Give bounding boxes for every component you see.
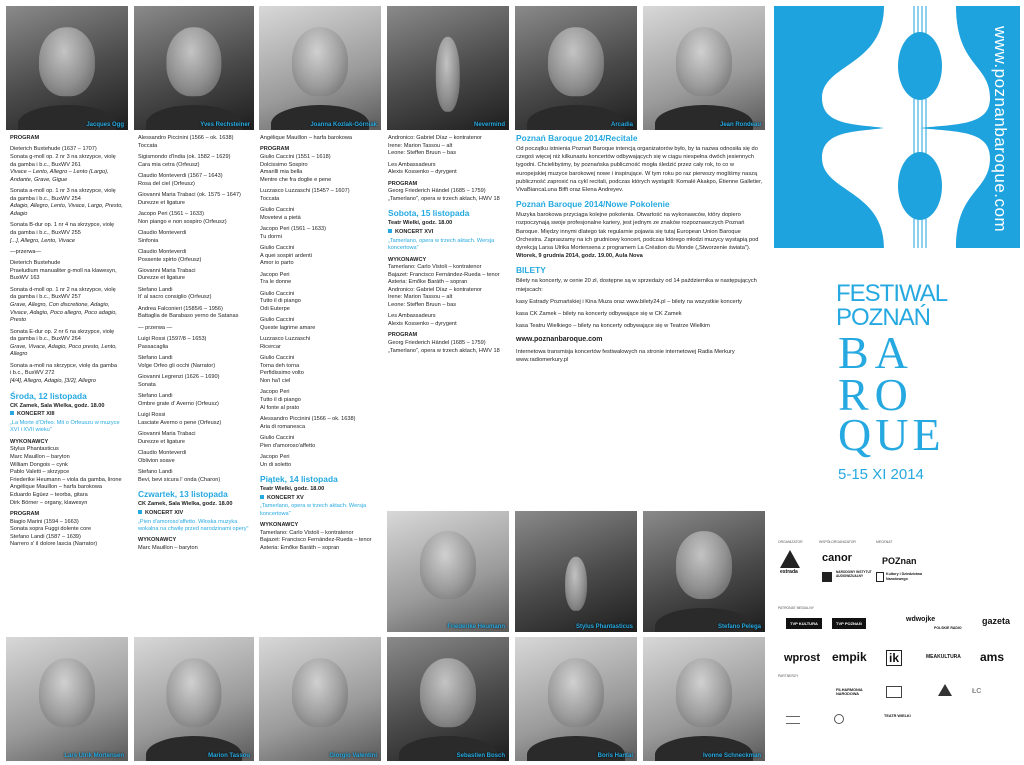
nina-logo: NARODOWY INSTYTUT AUDIOWIZUALNY bbox=[836, 570, 872, 578]
venue: CK Zamek, Sala Wielka, godz. 18.00 bbox=[138, 501, 233, 508]
performers-list: Andronico: Gabriel Díaz – kontratenor Irene: Marion Tassou – alt Leone: Steffen Bruun – bas bbox=[388, 135, 482, 157]
photo-stefano-pelega bbox=[643, 511, 765, 632]
program-entry: Jacopo Peri Tutto il di piango Al fonte al prato bbox=[260, 389, 301, 411]
photo-ivonne-schneckman bbox=[643, 637, 765, 761]
program-entry: Stefano Landi It' al sacro consiglio (Orfeusz) bbox=[138, 286, 212, 301]
photo-giorgio-valentini bbox=[259, 637, 381, 761]
nina-square-icon bbox=[822, 572, 832, 582]
website-link[interactable]: www.poznanbaroque.com bbox=[516, 335, 603, 343]
performers-label: WYKONAWCY bbox=[10, 438, 49, 445]
ik-logo: ik bbox=[886, 650, 902, 666]
baroque-eight-logo-icon bbox=[774, 6, 1020, 248]
festival-logo-panel bbox=[774, 6, 1020, 248]
program-column-1 bbox=[10, 135, 128, 553]
tvp-kultura-logo: TVP KULTURA bbox=[786, 618, 822, 629]
ams-logo: ams bbox=[980, 650, 1005, 664]
patron-label: MECENAT bbox=[876, 540, 893, 544]
program-entry: Giulio Caccini Tutto il di piango Odi Euterpe bbox=[260, 290, 301, 312]
program-entry: Luzzasco Luzzaschi (1545? – 1607) Toccata bbox=[260, 188, 350, 202]
performers-list: Tamerlano: Carlo Vistoli – kontratenor Bajazet: Francisco Fernández-Rueda – tenor Asteria: Emőke Baráth – sopran Andronico: Gabriel Díaz – kontratenor Irene: Marion Tassou – alt Leone: Steffen Bruun – bas bbox=[388, 264, 500, 309]
program-label: PROGRAM bbox=[260, 146, 290, 153]
tickets-outlet: kasy Estrady Poznańskiej i Kina Muza oraz www.bilety24.pl – bilety na wszystkie koncerty bbox=[516, 298, 743, 305]
kultura-logo: Kultury i Dziedzictwa Narodowego bbox=[886, 572, 922, 581]
photo-caption: Arcadia bbox=[610, 122, 633, 128]
program-label: PROGRAM bbox=[10, 510, 40, 517]
program-entry: Sonata E-dur op. 2 nr 6 na skrzypce, violę da gamba i b.c., BuxWV 264 Grave, Vivace, Adagio, Poco presto, Lento, Allegro bbox=[10, 328, 117, 358]
concert-title: „Pien d'amoroso'affetto. Włoska muzyka wokalna na chwilę przed narodzinami opery" bbox=[138, 518, 249, 533]
ministry-eagle-icon bbox=[876, 572, 884, 582]
day-title: Sobota, 15 listopada bbox=[388, 208, 470, 219]
partner-crest-icon bbox=[886, 686, 902, 698]
tickets-text: Bilety na koncerty, w cenie 20 zł, dostępne są w sprzedaży od 14 października w następujących miejscach: bbox=[516, 278, 757, 293]
concert-title: „Tamerlano, opera w trzech aktach. Wersja koncertowa" bbox=[388, 237, 495, 252]
photo-caption: Giorgio Valentini bbox=[329, 753, 377, 759]
performers-label: WYKONAWCY bbox=[260, 522, 299, 529]
program-list: Georg Friederich Händel (1685 – 1759) „Tamerlano", opera w trzech aktach, HWV 18 bbox=[388, 340, 500, 354]
recitals-text: Od początku istnienia Poznań Baroque intencją organizatorów było, by ta nazwa odnosiła się do czegoś więcej niż kilkunastu koncertów odbywających się w ciągu niespełna dwóch jesiennych tygodni. Chcielibyśmy, by poznańska publiczność mogła śledzić przez cały rok, to co w europejskiej muzyce barokowej nowe i inspirujące. W tym roku po raz pierwszy mogliśmy naszą publiczność zaprosić na cykl recitali, podczas których wystąpili: Komalé Akakpo, Étienne Galletier, VivaBiancaLuna Biffi oraz Elena Andreyev. bbox=[516, 146, 763, 194]
program-entry: Claudio Monteverdi Sinfonia bbox=[138, 229, 187, 244]
canor-logo: canor bbox=[822, 552, 852, 564]
partners-label: PARTNERZY bbox=[778, 674, 799, 678]
concert-number: KONCERT XV bbox=[260, 495, 382, 503]
photo-caption: Stefano Pelega bbox=[717, 624, 761, 630]
tickets-outlet: kasa Teatru Wielkiego – bilety na koncerty odbywające się w Teatrze Wielkim bbox=[516, 322, 710, 329]
poznan-logo: POZnan bbox=[882, 556, 917, 566]
photo-jacques-ogg bbox=[6, 6, 128, 130]
photo-caption: Nevermind bbox=[473, 122, 505, 128]
concert-title: „La Morte d'Orfeo. Mit o Orfeuszu w muzyce XVI i XVII wieku" bbox=[10, 419, 120, 434]
program-entry: Sonata a-moll op. 1 nr 3 na skrzypce, violę da gamba i b.c., BuxWV 254 Adagio, Allegro, Lento, Vivace, Largo, Presto, Adagio bbox=[10, 188, 123, 217]
dwojka-logo: wdwojke bbox=[906, 616, 936, 623]
program-entry: Sigismondo d'India (ok. 1582 – 1629) Cara mia cetra (Orfeusz) bbox=[138, 153, 231, 168]
program-entry: Giulio Caccini Torna deh torna Perfidissimo volto Non ha'l ciel bbox=[260, 355, 304, 384]
gazeta-logo: gazeta bbox=[982, 616, 1011, 626]
program-entry: Sonata d-moll op. 1 nr 2 na skrzypce, violę da gamba i b.c., BuxWV 257 Grave, Allegro, Con discretione, Adagio, Vivace, Adagio, Poco allegro, Poco adagio, Presto bbox=[10, 286, 117, 324]
concert-number: KONCERT XIV bbox=[138, 510, 256, 518]
partner-mark-icon bbox=[834, 714, 844, 724]
program-entry: Giovanni Maria Trabaci (ok. 1575 – 1647) Durezze et ligature bbox=[138, 191, 241, 206]
baroque-ba: BA bbox=[838, 327, 914, 378]
concert-number: KONCERT XVI bbox=[388, 229, 513, 237]
philharmonic-logo: FILHARMONIA NARODOWA bbox=[836, 688, 863, 696]
poznan-word: POZNAŃ bbox=[836, 304, 931, 331]
vertical-website-label[interactable]: www.poznanbaroque.com bbox=[991, 26, 1010, 233]
program-entry: Claudio Monteverdi (1567 – 1643) Rosa del ciel (Orfeusz) bbox=[138, 172, 223, 187]
photo-yves-rechsteiner bbox=[134, 6, 254, 130]
day-title: Czwartek, 13 listopada bbox=[138, 489, 228, 500]
festival-title-block bbox=[774, 254, 1020, 514]
section-title-recitals: Poznań Baroque 2014/Recitale bbox=[516, 133, 638, 143]
program-entry: Jacopo Peri (1561 – 1633) Non piango e non sospiro (Orfeusz) bbox=[138, 210, 227, 225]
program-entry: Jacopo Peri Tra le donne bbox=[260, 271, 292, 286]
photo-caption: Yves Rechsteiner bbox=[200, 122, 250, 128]
program-entry: Giovanni Maria Trabaci Durezze et ligature bbox=[138, 267, 196, 282]
program-entry: Stefano Landi Volge Orfeo gli occhi (Narrator) bbox=[138, 355, 216, 369]
baroque-ro: RO bbox=[838, 369, 914, 420]
photo-stylus-phantasticus bbox=[515, 511, 637, 632]
photo-caption: Lars Ulrik Mortensen bbox=[64, 753, 124, 759]
program-list: Biagio Marini (1594 – 1663) Sonata sopra Fuggi dolente core Stefano Landi (1587 – 1639) Narrero s' il dolore lascia (Narrator) bbox=[10, 518, 98, 548]
wprost-logo: wprost bbox=[784, 652, 821, 664]
ensemble: Les Ambassadeurs Alexis Kossenko – dyrygent bbox=[388, 313, 457, 328]
venue: CK Zamek, Sala Wielka, godz. 18.00 bbox=[10, 402, 105, 409]
teatr-wielki-logo: TEATR WIELKI bbox=[884, 714, 911, 718]
photo-caption: Jean Rondeau bbox=[719, 122, 761, 128]
concert-number: KONCERT XIII bbox=[10, 411, 128, 419]
square-bullet-icon bbox=[138, 510, 142, 514]
tickets-outlet: kasa CK Zamek – bilety na koncerty odbywające się w CK Zamek bbox=[516, 310, 682, 317]
partner-logo-lc: ŁC bbox=[972, 688, 982, 695]
program-label: PROGRAM bbox=[388, 180, 418, 187]
program-column-2 bbox=[138, 135, 256, 556]
program-entry: Claudio Monteverdi Possente spirto (Orfeusz) bbox=[138, 248, 202, 263]
square-bullet-icon bbox=[388, 229, 392, 233]
info-column bbox=[516, 133, 764, 368]
program-entry: Luzzasco Luzzaschi Ricercar bbox=[260, 336, 311, 350]
organizer-label: ORGANIZATOR bbox=[778, 540, 803, 544]
co-organizer-label: WSPÓŁORGANIZATOR bbox=[819, 540, 856, 544]
estrada-logo: estrada bbox=[780, 569, 798, 575]
performers-label: WYKONAWCY bbox=[388, 256, 427, 263]
new-generation-text: Muzyka barokowa przyciąga kolejne pokolenia. Otwartość na wykonawców, który dopiero rozpoczynają swoje profesjonalne kariery, jest jednym ze znaków rozpoznawczych Poznań Baroque. Między innymi dlatego tak regularnie pojawia się tutaj European Union Baroque Orchestra. Zapraszamy na ich grudniowy koncert, podczas którego młodzi muzycy wystąpią pod dyrekcją Larsa Ulrika Mortensena z programem La Création du Monde („Stworzenie świata"). bbox=[516, 212, 759, 252]
photo-boris-hantai bbox=[515, 637, 637, 761]
baroque-que: QUE bbox=[838, 409, 945, 460]
intermission: —przerwa— bbox=[10, 248, 42, 255]
program-label: PROGRAM bbox=[10, 135, 40, 141]
ensemble: Les Ambassadeurs Alexis Kossenko – dyrygent bbox=[388, 161, 457, 176]
venue: Teatr Wielki, godz. 18.00 bbox=[260, 486, 325, 493]
radio-transmission: Internetowa transmisja koncertów festiwalowych na stronie internetowej Radia Merkury www.radiomerkury.pl bbox=[516, 348, 735, 364]
program-entry: Stefano Landi Ombre grate d' Averno (Orfeusz) bbox=[138, 393, 219, 407]
photo-friederike-heumann bbox=[387, 511, 509, 632]
performers-list: Tamerlano: Carlo Vistoli – kontratenor Bajazet: Francisco Fernández-Rueda – tenor Asteria: Emőke Baráth – sopran bbox=[260, 529, 372, 552]
day-title: Piątek, 14 listopada bbox=[260, 474, 338, 485]
photo-caption: Jacques Ogg bbox=[86, 122, 124, 128]
program-entry: Luigi Rossi (1597/8 – 1653) Passacaglia bbox=[138, 336, 207, 350]
program-entry: Dieterich Buxtehude Praeludium manualiter g-moll na klawesyn, BuxWV 163 bbox=[10, 260, 117, 282]
program-entry: Alessandro Piccinini (1566 – ok. 1638) Aria di romanesca bbox=[260, 415, 356, 430]
photo-caption: Stylus Phantasticus bbox=[575, 624, 633, 630]
program-list: Georg Friederich Händel (1685 – 1759) „Tamerlano", opera w trzech aktach, HWV 18 bbox=[388, 188, 500, 202]
photo-caption: Marion Tassou bbox=[208, 753, 250, 759]
program-label: PROGRAM bbox=[388, 332, 418, 339]
program-entry: Jacopo Peri (1561 – 1633) Tu dormi bbox=[260, 226, 326, 240]
section-title-tickets: BILETY bbox=[516, 265, 546, 276]
program-entry: Sonata B-dur op. 1 nr 4 na skrzypce, violę da gamba i b.c., BuxWV 255 [...], Allegro, Lento, Vivace bbox=[10, 222, 115, 244]
program-column-3 bbox=[260, 135, 382, 556]
photo-caption: Boris Hantai bbox=[597, 753, 633, 759]
concert-title: „Tamerlano, opera w trzech aktach. Wersja koncertowa" bbox=[260, 503, 367, 517]
festival-word: FESTIWAL bbox=[836, 280, 948, 307]
eubo-concert-date: Wtorek, 9 grudnia 2014, godz. 19.00, Aula Nova bbox=[516, 253, 643, 260]
photo-arcadia bbox=[515, 6, 637, 130]
program-entry: Giulio Caccini Movetevi a pietà bbox=[260, 207, 301, 221]
meakultura-logo: MEAKULTURA bbox=[926, 654, 961, 660]
program-entry: Giulio Caccini (1551 – 1618) Dolcissimo Sospiro Amarilli mia bella Mentre che fra doglie e pene bbox=[260, 153, 332, 183]
photo-lars-ulrik-mortensen bbox=[6, 637, 128, 761]
photo-caption: Sebastien Bosch bbox=[456, 753, 505, 759]
polskie-radio-logo: POLSKIE RADIO bbox=[934, 626, 962, 630]
intermission: — przerwa — bbox=[138, 324, 173, 331]
photo-caption: Friederike Heumann bbox=[447, 624, 505, 630]
photo-caption: Ivonne Schneckman bbox=[702, 753, 761, 759]
festival-dates: 5-15 XI 2014 bbox=[838, 466, 924, 483]
program-entry: Claudio Monteverdi Oblivion soave bbox=[138, 450, 187, 464]
performers-list: Stylus Phantasticus Marc Mauillon – baryton William Dongois – cynk Pablo Valetti – skrzypce Friederike Heumann – viola da gamba, lirone Angélique Mauillon – harfa barokowa Eduardo Egüez – teorba, gitara Dirk Börner – organy, klawesyn bbox=[10, 446, 122, 506]
program-entry: Giovanni Legrenzi (1626 – 1690) Sonata bbox=[138, 374, 220, 388]
program-entry: Jacopo Peri Un di soletto bbox=[260, 453, 292, 468]
section-title-new-generation: Poznań Baroque 2014/Nowe Pokolenie bbox=[516, 199, 670, 210]
empik-logo: empik bbox=[832, 650, 867, 664]
square-bullet-icon bbox=[260, 495, 264, 499]
performers-list: Marc Mauillon – baryton bbox=[138, 545, 198, 552]
program-entry: Giovanni Maria Trabaci Durezze et ligature bbox=[138, 431, 196, 445]
program-entry: Andrea Falconieri (1585/6 – 1956) Battaglia de Barabaso yerno de Satanas bbox=[138, 305, 239, 320]
photo-marion-tassou bbox=[134, 637, 254, 761]
program-column-4 bbox=[388, 135, 513, 359]
photo-caption: Joanna Kozlak-Górniak bbox=[310, 122, 377, 128]
program-entry: Giulio Caccini Pien d'amoroso'affetto bbox=[260, 434, 316, 449]
photo-jean-rondeau bbox=[643, 6, 765, 130]
estrada-logo-icon bbox=[780, 550, 800, 568]
partner-triangle-icon bbox=[938, 684, 952, 696]
program-entry: Alessandro Piccinini (1566 – ok. 1638) Toccata bbox=[138, 135, 234, 149]
program-entry: Giulio Caccini Queste lagrime amare bbox=[260, 317, 316, 331]
day-title: Środa, 12 listopada bbox=[10, 390, 87, 401]
media-patron-label: PATRONAT MEDIALNY bbox=[778, 606, 814, 610]
photo-nevermind bbox=[387, 6, 509, 130]
performers-label: WYKONAWCY bbox=[138, 537, 177, 544]
sponsor-logos bbox=[774, 526, 1020, 761]
program-entry: Sonata a-moll na skrzypce, violę da gamba i b.c., BuxWV 272 [4/4], Allegro, Adagio, [3/2], Allegro bbox=[10, 362, 117, 384]
photo-joanna-kozlak bbox=[259, 6, 381, 130]
venue: Teatr Wielki, godz. 18.00 bbox=[388, 220, 453, 227]
performer-line: Angélique Mauillon – harfa barokowa bbox=[260, 135, 353, 141]
tvp-poznan-logo: TVP POZNAŃ bbox=[832, 618, 866, 629]
square-bullet-icon bbox=[10, 411, 14, 415]
program-entry: Luigi Rossi Lasciate Averno o pene (Orfeusz) bbox=[138, 412, 222, 426]
program-entry: Dieterich Buxtehude (1637 – 1707) Sonata g-moll op. 2 nr 3 na skrzypce, violę da gamba i b.c., BuxWV 261 Vivace – Lento, Allegro – Lento (Largo), Andante, Grave, Gigue bbox=[10, 146, 116, 183]
program-entry: Giulio Caccini A quei sospiri ardenti Amor io parto bbox=[260, 245, 312, 267]
program-entry: Stefano Landi Bevi, bevi sicura l' onda (Charon) bbox=[138, 469, 221, 483]
partner-mark-icon bbox=[786, 716, 800, 724]
photo-sebastien-bosch bbox=[387, 637, 509, 761]
